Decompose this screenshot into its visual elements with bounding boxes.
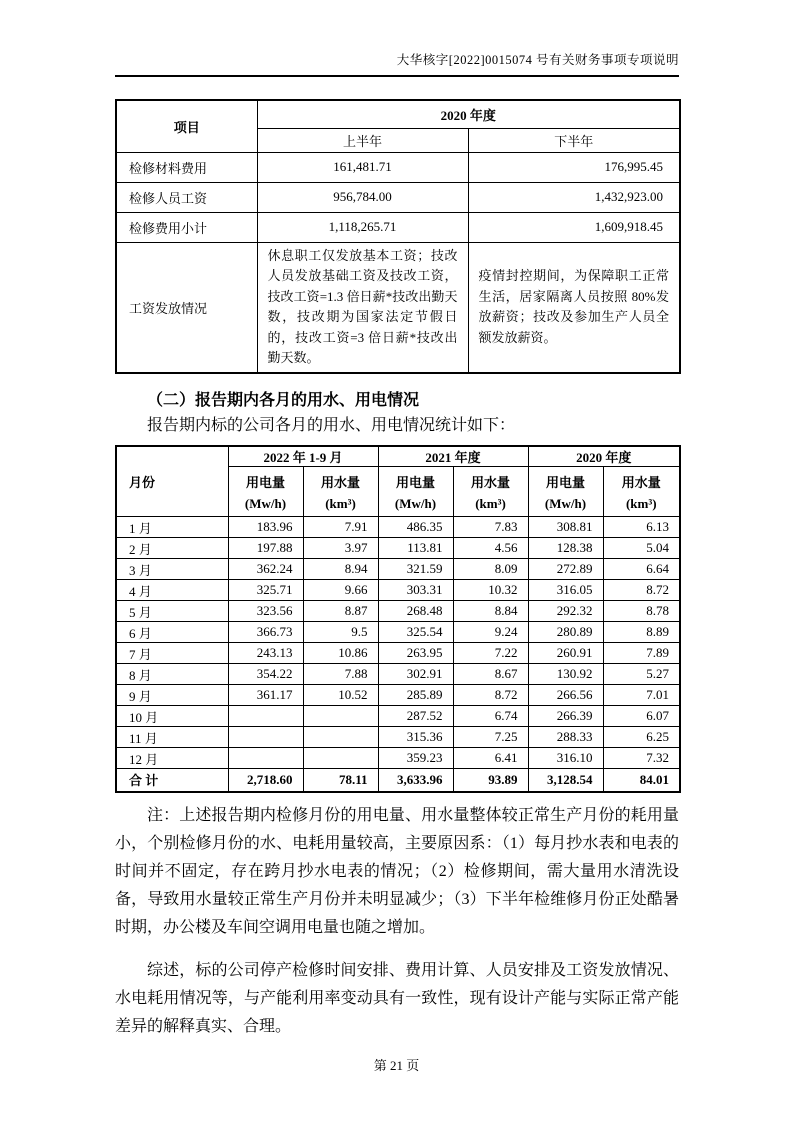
t2-foot xyxy=(116,769,680,792)
usage-value-cell: 197.88 xyxy=(228,538,303,559)
t2-period-2021: 2021 年度 xyxy=(378,446,528,467)
total-value: 78.11 xyxy=(303,769,378,792)
usage-value-cell: 3.97 xyxy=(303,538,378,559)
usage-value-cell: 128.38 xyxy=(528,538,603,559)
usage-value-cell: 10.32 xyxy=(453,580,528,601)
usage-value-cell: 280.89 xyxy=(528,622,603,643)
usage-value-cell: 266.56 xyxy=(528,685,603,706)
usage-value-cell: 302.91 xyxy=(378,664,453,685)
usage-value-cell: 316.05 xyxy=(528,580,603,601)
usage-value-cell: 354.22 xyxy=(228,664,303,685)
usage-value-cell: 325.54 xyxy=(378,622,453,643)
t2-power-header-2022 xyxy=(228,467,303,517)
usage-value-cell: 8.89 xyxy=(603,622,680,643)
t1-wage-label: 工资发放情况 xyxy=(116,242,257,373)
usage-value-cell: 5.27 xyxy=(603,664,680,685)
metric-name: 用水量 xyxy=(320,474,360,490)
usage-value-cell: 130.92 xyxy=(528,664,603,685)
usage-value-cell: 361.17 xyxy=(228,685,303,706)
usage-value-cell xyxy=(303,748,378,769)
t2-water-header-2021 xyxy=(453,467,528,517)
usage-table-row xyxy=(116,538,680,559)
usage-table xyxy=(115,445,681,793)
metric-unit: (Mw/h) xyxy=(544,495,587,511)
t2-head xyxy=(116,446,680,517)
usage-value-cell: 4.56 xyxy=(453,538,528,559)
usage-value-cell: 287.52 xyxy=(378,706,453,727)
usage-value-cell xyxy=(228,748,303,769)
usage-value-cell: 323.56 xyxy=(228,601,303,622)
t1-row-label: 检修人员工资 xyxy=(116,182,257,212)
usage-total-row xyxy=(116,769,680,792)
total-value: 84.01 xyxy=(603,769,680,792)
usage-value-cell: 288.33 xyxy=(528,727,603,748)
t2-power-header-2021 xyxy=(378,467,453,517)
t1-first-half-header: 上半年 xyxy=(257,128,468,152)
t1-second-half-header: 下半年 xyxy=(468,128,680,152)
usage-value-cell xyxy=(303,727,378,748)
usage-value-cell: 7.32 xyxy=(603,748,680,769)
usage-table-row xyxy=(116,601,680,622)
t2-period-header-row xyxy=(116,446,680,467)
usage-value-cell: 10.86 xyxy=(303,643,378,664)
t2-period-2020: 2020 年度 xyxy=(528,446,680,467)
t1-row-material xyxy=(116,152,680,182)
usage-value-cell: 8.94 xyxy=(303,559,378,580)
t1-row-value-h2: 1,432,923.00 xyxy=(468,182,680,212)
usage-value-cell xyxy=(303,706,378,727)
usage-month-cell: 2 月 xyxy=(116,538,228,559)
usage-value-cell: 10.52 xyxy=(303,685,378,706)
usage-value-cell: 486.35 xyxy=(378,517,453,538)
metric-unit: (km³) xyxy=(325,495,356,511)
usage-value-cell: 268.48 xyxy=(378,601,453,622)
t1-row-labor xyxy=(116,182,680,212)
metric-name: 用水量 xyxy=(621,474,661,490)
header-reference: 大华核字[2022]0015074 号有关财务事项专项说明 xyxy=(396,53,679,67)
metric-unit: (Mw/h) xyxy=(244,495,287,511)
t1-row-wage-policy xyxy=(116,242,680,373)
usage-table-row xyxy=(116,559,680,580)
usage-value-cell: 316.10 xyxy=(528,748,603,769)
usage-table-row xyxy=(116,517,680,538)
page-number: 第 21 页 xyxy=(373,1058,420,1073)
usage-value-cell: 6.64 xyxy=(603,559,680,580)
usage-value-cell: 8.78 xyxy=(603,601,680,622)
usage-table-row xyxy=(116,580,680,601)
note-paragraph: 注：上述报告期内检修月份的用电量、用水量整体较正常生产月份的耗用量小，个别检修月份的水、电耗用量较高，主要原因系：（1）每月抄水表和电表的时间并不固定，存在跨月抄水电表的情况；（2）检修期间，需大量用水清洗设备，导致用水量较正常生产月份并未明显减少；（3）下半年检维修月份正处酷暑时期，办公楼及车间空调用电量也随之增加。 xyxy=(115,806,679,936)
usage-value-cell: 285.89 xyxy=(378,685,453,706)
usage-month-cell: 3 月 xyxy=(116,559,228,580)
t1-row-value-h2: 1,609,918.45 xyxy=(468,212,680,242)
usage-month-cell: 7 月 xyxy=(116,643,228,664)
usage-value-cell: 359.23 xyxy=(378,748,453,769)
usage-month-cell: 12 月 xyxy=(116,748,228,769)
usage-month-cell: 1 月 xyxy=(116,517,228,538)
usage-value-cell: 6.07 xyxy=(603,706,680,727)
t1-head xyxy=(116,100,680,152)
total-value: 93.89 xyxy=(453,769,528,792)
usage-value-cell: 6.13 xyxy=(603,517,680,538)
usage-value-cell: 8.09 xyxy=(453,559,528,580)
summary-paragraph: 综述，标的公司停产检修时间安排、费用计算、人员安排及工资发放情况、水电耗用情况等，与产能利用率变动具有一致性，现有设计产能与实际正常产能差异的解释真实、合理。 xyxy=(115,961,679,1035)
t1-row-value-h2: 176,995.45 xyxy=(468,152,680,182)
t2-water-header-2020 xyxy=(603,467,680,517)
usage-value-cell: 8.72 xyxy=(603,580,680,601)
metric-name: 用电量 xyxy=(395,474,435,490)
usage-value-cell xyxy=(228,706,303,727)
t1-wage-policy-h1: 休息职工仅发放基本工资；技改人员发放基础工资及技改工资，技改工资=1.3 倍日薪*技改出勤天数，技改期为国家法定节假日的，技改工资=3 倍日薪*技改出勤天数。 xyxy=(257,242,468,373)
usage-value-cell: 7.25 xyxy=(453,727,528,748)
t1-row-value-h1: 161,481.71 xyxy=(257,152,468,182)
usage-value-cell: 362.24 xyxy=(228,559,303,580)
usage-table-row xyxy=(116,748,680,769)
t1-year-header-row xyxy=(116,100,680,128)
t1-row-value-h1: 956,784.00 xyxy=(257,182,468,212)
usage-value-cell: 260.91 xyxy=(528,643,603,664)
usage-value-cell: 266.39 xyxy=(528,706,603,727)
usage-value-cell: 292.32 xyxy=(528,601,603,622)
usage-value-cell: 8.67 xyxy=(453,664,528,685)
total-value: 3,633.96 xyxy=(378,769,453,792)
usage-value-cell: 7.83 xyxy=(453,517,528,538)
usage-value-cell: 8.72 xyxy=(453,685,528,706)
usage-value-cell xyxy=(228,727,303,748)
t1-wage-policy-h2: 疫情封控期间，为保障职工正常生活，居家隔离人员按照 80%发放薪资；技改及参加生产人员全额发放薪资。 xyxy=(468,242,680,373)
t2-month-header: 月份 xyxy=(116,446,228,517)
metric-name: 用电量 xyxy=(546,474,586,490)
usage-table-row xyxy=(116,622,680,643)
t1-item-header: 项目 xyxy=(116,100,257,152)
usage-month-cell: 5 月 xyxy=(116,601,228,622)
total-label: 合 计 xyxy=(116,769,228,792)
metric-unit: (km³) xyxy=(625,495,657,511)
usage-value-cell: 7.91 xyxy=(303,517,378,538)
usage-month-cell: 11 月 xyxy=(116,727,228,748)
usage-value-cell: 366.73 xyxy=(228,622,303,643)
t2-period-2022: 2022 年 1-9 月 xyxy=(228,446,378,467)
usage-value-cell: 308.81 xyxy=(528,517,603,538)
usage-value-cell: 243.13 xyxy=(228,643,303,664)
usage-table-row xyxy=(116,685,680,706)
t1-year-header: 2020 年度 xyxy=(257,100,680,128)
usage-table-row xyxy=(116,706,680,727)
t2-body xyxy=(116,517,680,769)
usage-table-row xyxy=(116,664,680,685)
usage-month-cell: 4 月 xyxy=(116,580,228,601)
usage-value-cell: 7.89 xyxy=(603,643,680,664)
section-heading: （二）报告期内各月的用水、用电情况 xyxy=(147,391,420,409)
usage-value-cell: 7.01 xyxy=(603,685,680,706)
usage-value-cell: 8.84 xyxy=(453,601,528,622)
usage-value-cell: 8.87 xyxy=(303,601,378,622)
usage-value-cell: 263.95 xyxy=(378,643,453,664)
t1-row-label: 检修材料费用 xyxy=(116,152,257,182)
t2-water-header-2022 xyxy=(303,467,378,517)
usage-value-cell: 9.66 xyxy=(303,580,378,601)
usage-month-cell: 10 月 xyxy=(116,706,228,727)
usage-value-cell: 321.59 xyxy=(378,559,453,580)
usage-value-cell: 5.04 xyxy=(603,538,680,559)
t1-row-value-h1: 1,118,265.71 xyxy=(257,212,468,242)
total-value: 3,128.54 xyxy=(528,769,603,792)
t1-body xyxy=(116,152,680,373)
t1-row-label: 检修费用小计 xyxy=(116,212,257,242)
metric-name: 用电量 xyxy=(245,474,285,490)
intro-paragraph: 报告期内标的公司各月的用水、用电情况统计如下： xyxy=(147,416,516,434)
metric-unit: (km³) xyxy=(475,495,506,511)
usage-value-cell: 183.96 xyxy=(228,517,303,538)
metric-name: 用水量 xyxy=(471,474,511,490)
usage-value-cell: 272.89 xyxy=(528,559,603,580)
maintenance-cost-table xyxy=(115,99,681,374)
metric-unit: (Mw/h) xyxy=(394,495,437,511)
usage-value-cell: 303.31 xyxy=(378,580,453,601)
usage-table-row xyxy=(116,727,680,748)
usage-value-cell: 7.88 xyxy=(303,664,378,685)
usage-month-cell: 8 月 xyxy=(116,664,228,685)
usage-value-cell: 113.81 xyxy=(378,538,453,559)
usage-value-cell: 315.36 xyxy=(378,727,453,748)
usage-value-cell: 6.25 xyxy=(603,727,680,748)
total-value: 2,718.60 xyxy=(228,769,303,792)
usage-value-cell: 6.41 xyxy=(453,748,528,769)
usage-value-cell: 325.71 xyxy=(228,580,303,601)
usage-value-cell: 9.5 xyxy=(303,622,378,643)
usage-value-cell: 7.22 xyxy=(453,643,528,664)
usage-month-cell: 6 月 xyxy=(116,622,228,643)
t1-row-subtotal xyxy=(116,212,680,242)
usage-table-row xyxy=(116,643,680,664)
t2-power-header-2020 xyxy=(528,467,603,517)
usage-value-cell: 6.74 xyxy=(453,706,528,727)
usage-month-cell: 9 月 xyxy=(116,685,228,706)
usage-value-cell: 9.24 xyxy=(453,622,528,643)
document-header xyxy=(115,50,679,77)
